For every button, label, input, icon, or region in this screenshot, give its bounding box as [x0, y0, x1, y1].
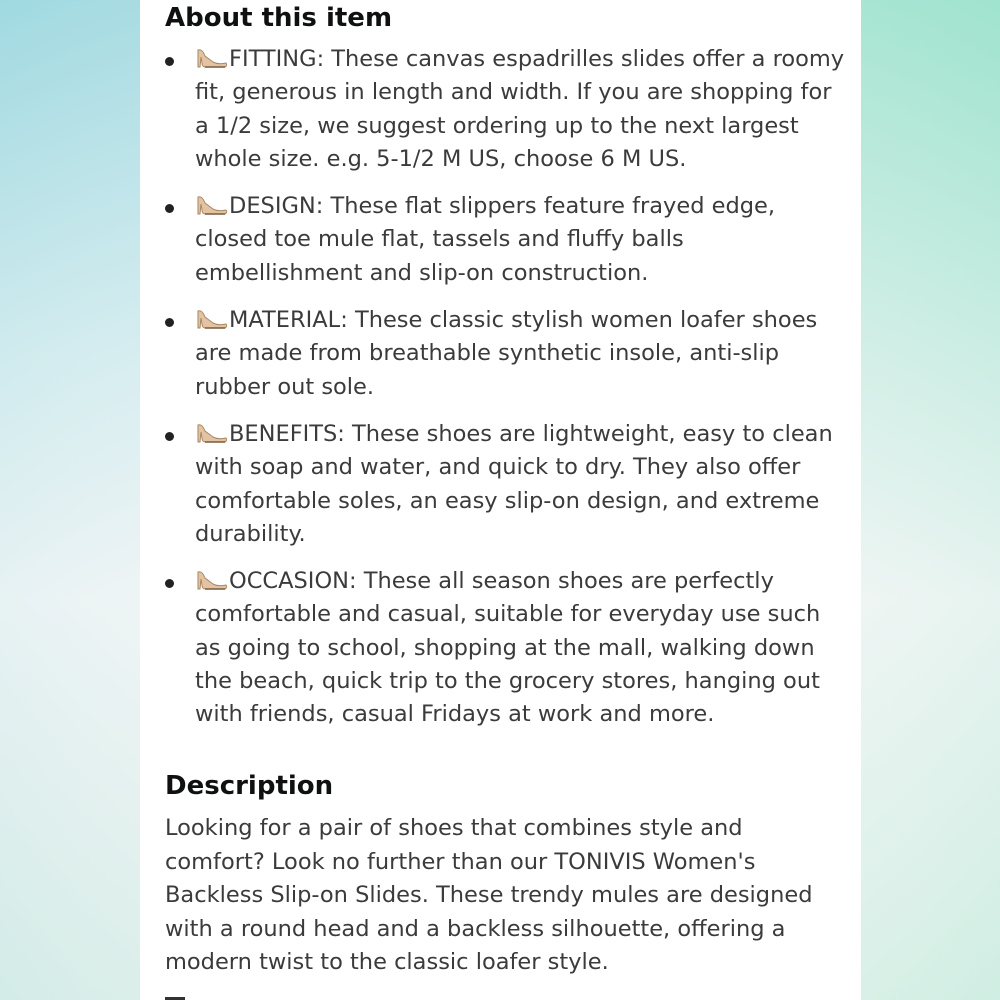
- description-heading: Description: [165, 771, 334, 801]
- bullet-dot: [165, 432, 174, 441]
- high-heel-shoe-icon: [195, 421, 229, 443]
- feature-bullet-text: BENEFITS: These shoes are lightweight, easy to clean with soap and water, and quick to dry. They also offer comfortable soles, an easy slip-on design, and extreme durability.: [195, 420, 833, 547]
- feature-bullet-occasion: [165, 565, 845, 731]
- feature-bullet-text: DESIGN: These flat slippers feature frayed edge, closed toe mule flat, tassels and fluffy balls embellishment and slip-on construction.: [195, 193, 776, 286]
- feature-bullet-text: MATERIAL: These classic stylish women loafer shoes are made from breathable synthetic insole, anti-slip rubber out sole.: [195, 307, 818, 400]
- feature-bullet-design: [165, 190, 845, 290]
- bullet-dot: [165, 204, 174, 213]
- about-this-item-heading: About this item: [165, 3, 393, 33]
- bullet-dot: [165, 57, 174, 66]
- high-heel-shoe-icon: [195, 46, 229, 68]
- feature-bullet-fitting: [165, 43, 845, 176]
- feature-bullets-list: [165, 43, 845, 746]
- cut-off-next-line: [165, 990, 205, 1000]
- feature-bullet-text: OCCASION: These all season shoes are perfectly comfortable and casual, suitable for everyday use such as going to school, shopping at the mall, walking down the beach, quick trip to the grocery stores, hanging out with friends, casual Fridays at work and more.: [195, 568, 821, 728]
- feature-bullet-text: FITTING: These canvas espadrilles slides offer a roomy fit, generous in length and width. If you are shopping for a 1/2 size, we suggest ordering up to the next largest whole size. e.g. 5-1/2 M US, choose 6 M US.: [195, 46, 845, 172]
- feature-bullet-material: [165, 304, 845, 404]
- bullet-dot: [165, 579, 174, 588]
- bullet-dot: [165, 318, 174, 327]
- high-heel-shoe-icon: [195, 193, 229, 215]
- feature-bullet-benefits: [165, 418, 845, 551]
- product-details-panel: [140, 0, 861, 1000]
- left-background: [0, 0, 140, 1000]
- high-heel-shoe-icon: [195, 568, 229, 590]
- right-background: [860, 0, 1000, 1000]
- high-heel-shoe-icon: [195, 307, 229, 329]
- description-text: Looking for a pair of shoes that combines style and comfort? Look no further than our TONIVIS Women's Backless Slip-on Slides. These trendy mules are designed with a round head and a backless silhouette, offering a modern twist to the classic loafer style.: [165, 815, 813, 975]
